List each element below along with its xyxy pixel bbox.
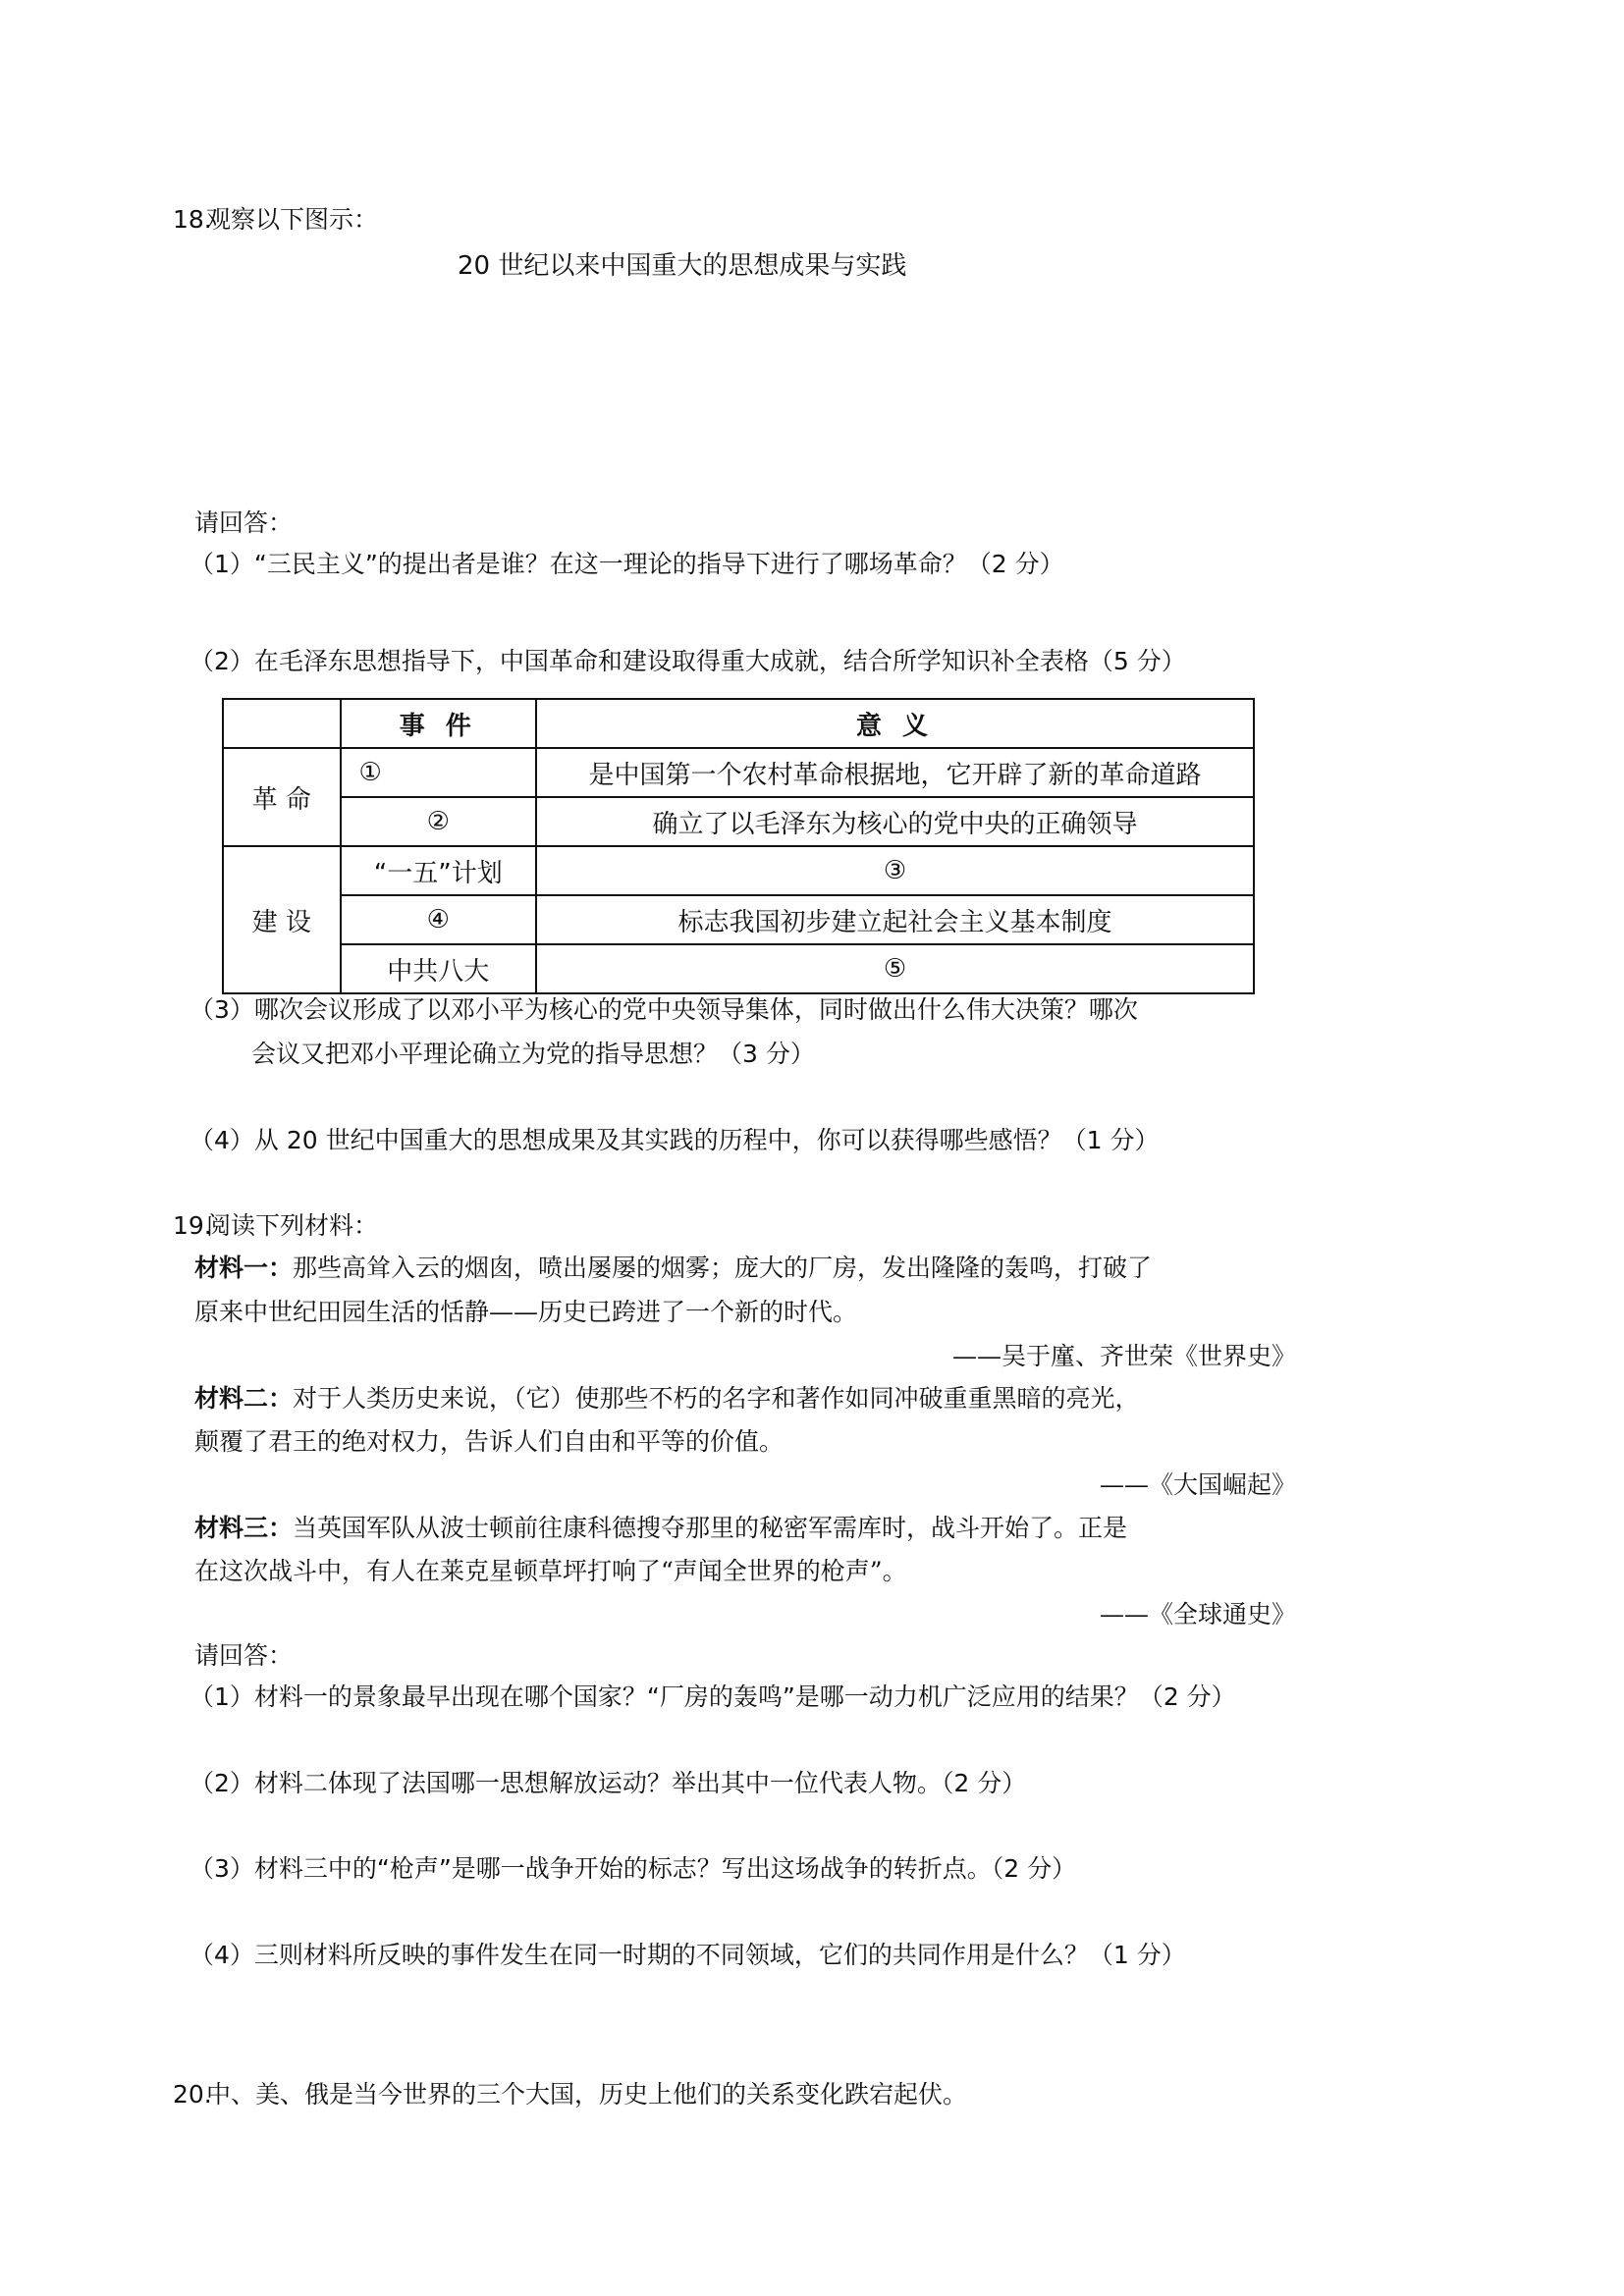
- q18-prompt: 观察以下图示：: [206, 205, 379, 234]
- table-event-cell: ④: [341, 895, 536, 944]
- category-construction: 建 设: [223, 846, 341, 993]
- table-header-blank: [223, 699, 341, 748]
- table-row: [223, 846, 1254, 895]
- table-meaning-cell: 确立了以毛泽东为核心的党中央的正确领导: [536, 797, 1254, 846]
- table-meaning-cell: ⑤: [536, 944, 1254, 993]
- q19-material2: [194, 1382, 1140, 1415]
- table-header-row: [223, 699, 1254, 748]
- q18-figure-title: 20 世纪以来中国重大的思想成果与实践: [458, 251, 907, 281]
- table-header-event: 事 件: [341, 699, 536, 748]
- q18-sub1: （1）“三民主义”的提出者是谁？在这一理论的指导下进行了哪场革命？（2 分）: [189, 550, 1064, 578]
- table-event-cell: “一五”计划: [341, 846, 536, 895]
- material3-text-line2: 在这次战斗中，有人在莱克星顿草坪打响了“声闻全世界的枪声”。: [194, 1557, 907, 1585]
- material3-label: 材料三：: [194, 1514, 294, 1542]
- table-row: [223, 748, 1254, 797]
- table-meaning-cell: ③: [536, 846, 1254, 895]
- material1-label: 材料一：: [194, 1254, 294, 1282]
- table-event-cell: ①: [341, 748, 536, 797]
- q18-sub4: （4）从 20 世纪中国重大的思想成果及其实践的历程中，你可以获得哪些感悟？（1 分）: [189, 1126, 1160, 1154]
- material2-text: 对于人类历史来说，（它）使那些不朽的名字和著作如同冲破重重黑暗的亮光，: [293, 1384, 1140, 1413]
- table-event-cell: ②: [341, 797, 536, 846]
- material3-text: 当英国军队从波士顿前往康科德搜夺那里的秘密军需库时，战斗开始了。正是: [293, 1514, 1128, 1542]
- q18-number: 18.: [173, 205, 212, 234]
- material2-text-line2: 颠覆了君王的绝对权力，告诉人们自由和平等的价值。: [194, 1427, 785, 1456]
- q19-ask: 请回答：: [194, 1641, 294, 1670]
- material1-text-line2: 原来中世纪田园生活的恬静——历史已跨进了一个新的时代。: [194, 1298, 858, 1326]
- q18-sub2: （2）在毛泽东思想指导下，中国革命和建设取得重大成就，结合所学知识补全表格（5 分）: [189, 647, 1186, 675]
- material2-source: ——《大国崛起》: [1099, 1470, 1296, 1499]
- q20-text: 中、美、俄是当今世界的三个大国，历史上他们的关系变化跌宕起伏。: [206, 2080, 968, 2109]
- table-meaning-cell: 标志我国初步建立起社会主义基本制度: [536, 895, 1254, 944]
- q19-sub1: （1）材料一的景象最早出现在哪个国家？“厂房的轰鸣”是哪一动力机广泛应用的结果？（2 分）: [189, 1682, 1236, 1711]
- material1-source: ——吴于廑、齐世荣《世界史》: [951, 1342, 1296, 1370]
- category-revolution: 革 命: [223, 748, 341, 846]
- q19-number: 19.: [173, 1211, 212, 1240]
- q18-table: [222, 698, 1255, 994]
- q18-sub3-line2: 会议又把邓小平理论确立为党的指导思想？（3 分）: [251, 1040, 815, 1068]
- q19-material3: [194, 1512, 1127, 1545]
- table-event-cell: 中共八大: [341, 944, 536, 993]
- material2-label: 材料二：: [194, 1384, 294, 1413]
- q19-sub2: （2）材料二体现了法国哪一思想解放运动？举出其中一位代表人物。（2 分）: [189, 1769, 1027, 1797]
- q19-prompt: 阅读下列材料：: [206, 1211, 379, 1240]
- table-row: [223, 944, 1254, 993]
- q20-number: 20.: [173, 2080, 212, 2109]
- table-meaning-cell: 是中国第一个农村革命根据地，它开辟了新的革命道路: [536, 748, 1254, 797]
- q18-ask: 请回答：: [194, 508, 294, 537]
- q19-sub4: （4）三则材料所反映的事件发生在同一时期的不同领域，它们的共同作用是什么？（1 分）: [189, 1941, 1186, 1969]
- table-header-meaning: 意 义: [536, 699, 1254, 748]
- material3-source: ——《全球通史》: [1099, 1600, 1296, 1629]
- table-row: [223, 797, 1254, 846]
- q19-sub3: （3）材料三中的“枪声”是哪一战争开始的标志？写出这场战争的转折点。（2 分）: [189, 1854, 1077, 1883]
- q19-material1: [194, 1252, 1152, 1285]
- material1-text: 那些高耸入云的烟囱，喷出屡屡的烟雾；庞大的厂房，发出隆隆的轰鸣，打破了: [293, 1254, 1153, 1282]
- table-row: [223, 895, 1254, 944]
- q18-sub3-line1: （3）哪次会议形成了以邓小平为核心的党中央领导集体，同时做出什么伟大决策？哪次: [189, 995, 1138, 1024]
